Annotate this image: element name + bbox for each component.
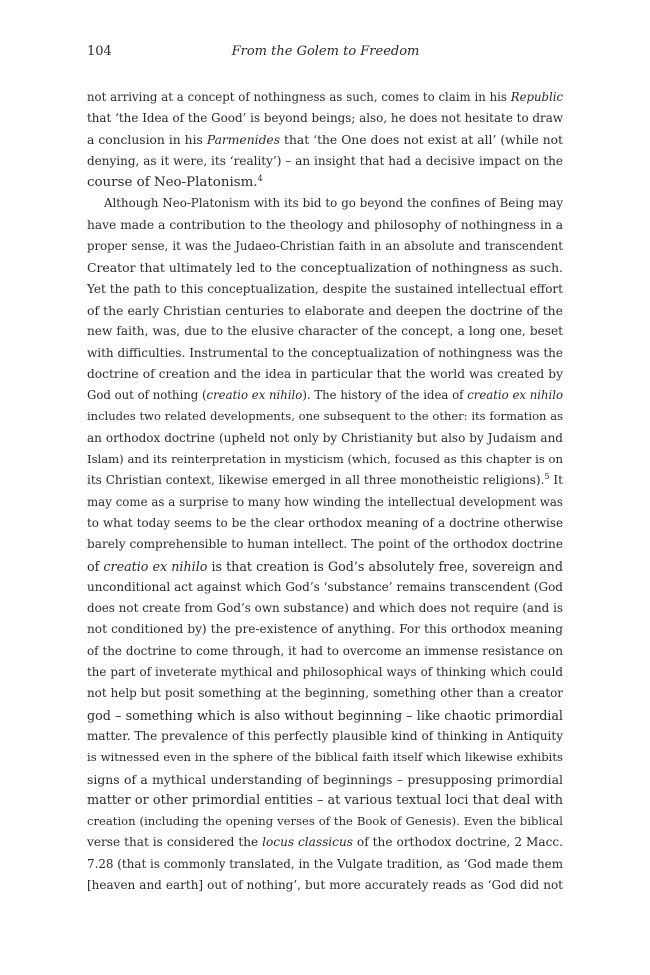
text-line: signs of a mythical understanding of beginnings – presupposing primordial <box>87 771 563 787</box>
text-line: its Christian context, likewise emerged in all three monotheistic religions).$^5$ It <box>87 472 563 488</box>
text-line: creation (including the opening verses of the Book of Genesis). Even the biblical <box>87 814 563 829</box>
text-line: with difficulties. Instrumental to the conceptualization of nothingness was the <box>87 345 563 360</box>
text-line: God out of nothing (creatio ex nihilo). The history of the idea of creatio ex nihilo <box>87 388 564 403</box>
text-line: a conclusion in his Parmenides that ‘the One does not exist at all’ (while not <box>87 132 563 147</box>
text-line: barely comprehensible to human intellect. The point of the orthodox doctrine <box>87 537 563 552</box>
text-line: matter or other primordial entities – at various textual loci that deal with <box>87 792 563 808</box>
text-line: that ‘the Idea of the Good’ is beyond beings; also, he does not hesitate to draw <box>87 111 563 126</box>
text-line: matter. The prevalence of this perfectly plausible kind of thinking in Antiquity <box>87 728 563 743</box>
text-line: new faith, was, due to the elusive character of the concept, a long one, beset <box>87 324 563 339</box>
text-line: may come as a surprise to many how winding the intellectual development was <box>87 494 563 509</box>
text-line: have made a contribution to the theology and philosophy of nothingness in a <box>87 217 563 232</box>
text-line: includes two related developments, one subsequent to the other: its formation as <box>87 409 563 424</box>
text-line: an orthodox doctrine (upheld not only by Christianity but also by Judaism and <box>87 430 563 445</box>
text-line: not arriving at a concept of nothingness as such, comes to claim in his Republic <box>87 90 563 104</box>
text-line: unconditional act against which God’s ‘substance’ remains transcendent (God <box>87 579 563 594</box>
text-line: of the doctrine to come through, it had to overcome an immense resistance on <box>87 643 563 658</box>
text-line: does not create from God’s own substance) and which does not require (and is <box>87 601 563 616</box>
text-line: is witnessed even in the sphere of the biblical faith itself which likewise exhibits <box>87 750 563 765</box>
text-line: the part of inveterate mythical and philosophical ways of thinking which could <box>87 665 563 680</box>
text-line: verse that is considered the locus classicus of the orthodox doctrine, 2 Macc. <box>87 835 564 850</box>
text-line: course of Neo-Platonism.$^4$ <box>87 174 263 191</box>
text-line: Yet the path to this conceptualization, despite the sustained intellectual effort <box>87 281 563 296</box>
footnote-marker[interactable]: 4 <box>257 174 263 184</box>
text-line: of the early Christian centuries to elaborate and deepen the doctrine of the <box>87 302 563 318</box>
text-line: Islam) and its reinterpretation in mysticism (which, focused as this chapter is on <box>87 452 563 467</box>
text-line: god – something which is also without beginning – like chaotic primordial <box>87 707 563 723</box>
text-line: doctrine of creation and the idea in particular that the world was created by <box>87 366 563 381</box>
running-title: From the Golem to Freedom <box>231 44 420 59</box>
text-line: 7.28 (that is commonly translated, in the Vulgate tradition, as ‘God made them <box>87 856 563 871</box>
text-line: not conditioned by) the pre-existence of anything. For this orthodox meaning <box>87 622 563 637</box>
text-line: of creatio ex nihilo is that creation is God’s absolutely free, sovereign and <box>87 558 563 574</box>
text-line: Creator that ultimately led to the conceptualization of nothingness as such. <box>87 260 563 276</box>
text-line: denying, as it were, its ‘reality’) – an insight that had a decisive impact on the <box>87 153 563 168</box>
text-line: [heaven and earth] out of nothing’, but more accurately reads as ‘God did not <box>87 877 563 892</box>
footnote-marker[interactable]: 5 <box>544 472 550 482</box>
page-number: 104 <box>87 44 112 59</box>
body-text <box>87 87 563 896</box>
text-line: proper sense, it was the Judaeo-Christian faith in an absolute and transcendent <box>87 239 563 254</box>
page-header <box>87 44 564 64</box>
text-line: not help but posit something at the beginning, something other than a creator <box>87 686 563 701</box>
text-line: to what today seems to be the clear orthodox meaning of a doctrine otherwise <box>87 515 563 530</box>
text-line: Although Neo-Platonism with its bid to go beyond the confines of Being may <box>104 196 563 211</box>
